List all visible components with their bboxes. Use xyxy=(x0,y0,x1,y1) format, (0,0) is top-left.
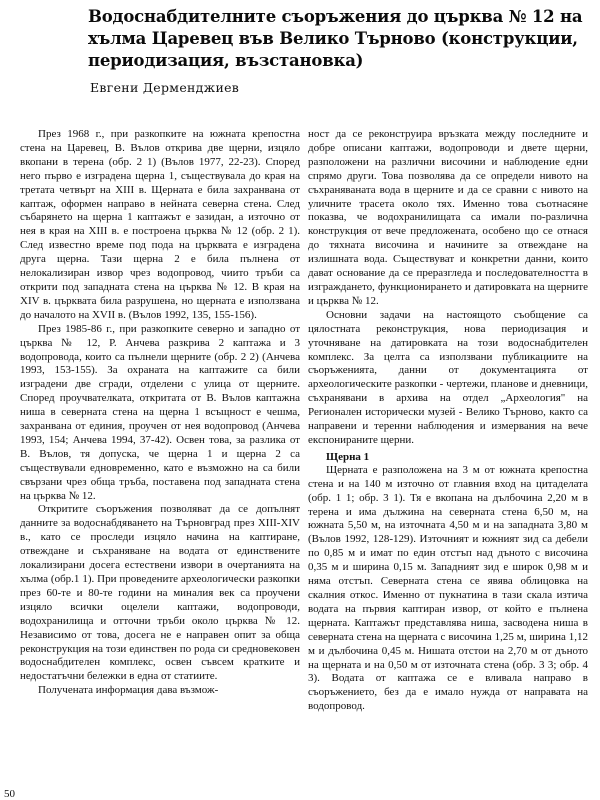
left-column xyxy=(20,128,300,698)
right-column xyxy=(308,128,588,714)
page-number: 50 xyxy=(4,788,15,800)
paragraph: През 1985-86 г., при разкопките северно и западно от църква № 12, Р. Анчева разкрива 2 каптажа и 3 водопровода, които са пълнели щерните (обр. 2 2) (Анчева 1993, 153-155). За охраната на каптажите са били изградени две сгради, отделени с улица от щерните. Според проучвателката, откритата от В. Вълов каптажна ниша в северната стена на щерна 1 всъщност е чешма, захранвана от единия, проучен от нея водопровод (Анчева 1993, 154; Анчева 1994, 37-42). Освен това, за разлика от В. Вълов, тя допуска, че щерна 1 и щерна 2 са съществували едновременно, като е възможно на са били свързани чрез обща тръба, поставена под западната стена на църква № 12. xyxy=(20,322,300,502)
paragraph: Откритите съоръжения позволяват да се допълнят данните за водоснабдяването на Търновград през XIII-XIV в., като се проследи изцяло начина на каптиране, отвеждане и съхраняване на водата от единствените локализирани досега естествени извори в очертанията на хълма (обр.1 1). При проведените археологически разкопки през 60-те и 80-те години на миналия век са проучени изцяло всички оцелели каптажи, водопроводи, водохранилища и отточни тръби около църква № 12. Независимо от това, досега не е направен опит за обща реконструкция на този единствен по рода си средновековен водоснабдителен комплекс, освен съвсем кратките и недостатъчни бележки в една от статиите. xyxy=(20,503,300,683)
paragraph: ност да се реконструира връзката между последните и добре описани каптажи, водопроводи и двете щерни, разположени на различни височини и наблюдение едни спрямо други. Това позволява да се определи нивото на съхраняваната вода в щерните и да се сравни с нивото на уличните трасета около тях. Именно това съотнасяне показва, че водохранилищата са имали по-различна конструкция от вече предложената, особено що се отнася до тяхната височина и начините за отвеждане на излишната вода. Съществуват и конкретни данни, които дават основание да се преразгледа и последователността в изграждането, функционирането и датировката на щерните и църква № 12. xyxy=(308,128,588,307)
paragraph: Щерната е разположена на 3 м от южната крепостна стена и на 140 м източно от главния вход на цитаделата (обр. 1 1; обр. 3 1). Тя е вкопана на дълбочина 2,20 м в терена и има дължина на северната стена 6,50 м, на южната 5,50 м, на източната 4,50 м и на западната 3,80 м (Вълов 1992, 128-129). Източният и южният зид са дебели по 0,85 м и имат по един отстъп над дъното с височина 0,35 м и ширина 0,15 м. Западният зид е широк 0,98 м и няма отстъп. Северната стена се явява облицовка на скалния откос. Именно от пукнатина в тази скала изтича водата на първия каптиран извор, от който е пълнена щерната. Каптажът представлява ниша, засводена ниша в северната стена на щерната с височина 1,25 м, ширина 1,12 м и дълбочина 0,45 м. Нишата отстои на 2,70 м от дъното на щерната и на 0,50 м от източната стена (обр. 3 3; обр. 4 3). Водата от каптажа се е вливала направо в съоръжението, без да е имало нужда от направата на водопровод. xyxy=(308,463,588,713)
section-heading: Щерна 1 xyxy=(326,450,370,463)
paragraph: Основни задачи на настоящото съобщение са цялостната реконструкция, нова периодизация и уточняване на датировката на този водоснабдителен комплекс. За целта са използвани публикациите на съоръженията, данни от документацията от археологическите разкопки - чертежи, планове и дневници, съхранявани в архива на отдел „Археология" на Регионален исторически музей - Велико Търново, както са направени и теренни наблюдения и измервания на вече експонираните щерни. xyxy=(308,308,588,446)
article-author: Евгени Дерменджиев xyxy=(90,80,240,95)
paragraph: През 1968 г., при разкопките на южната крепостна стена на Царевец, В. Вълов открива две щерни, изцяло вкопани в терена (обр. 2 1) (Вълов 1977, 22-23). Според него първо е изградена щерна 1, съществувала до края на третата четвърт на XIII в. Щерната е била захранвана от каптаж, оформен направо в нейната северна стена. След събарянето на щерна 1 каптажът е зазидан, а източно от нея в края на XIII в. е построена църква № 12 (обр. 2 1). След известно време под пода на църквата е изградена друга щерна. Тази щерна 2 е била пълнена от нелокализиран извор чрез водопровод, чиито тръби са открити под западната стена на църква № 12. В края на XIV в. църквата била разрушена, но щерната е използвана до началото на XVII в. (Вълов 1992, 135, 155-156). xyxy=(20,128,300,321)
paragraph: Получената информация дава възмож- xyxy=(38,684,219,697)
article-title: Водоснабдителните съоръжения до църква № 12 на хълма Царевец във Велико Търново (конструкции, периодизация, възстановка) xyxy=(88,7,583,70)
